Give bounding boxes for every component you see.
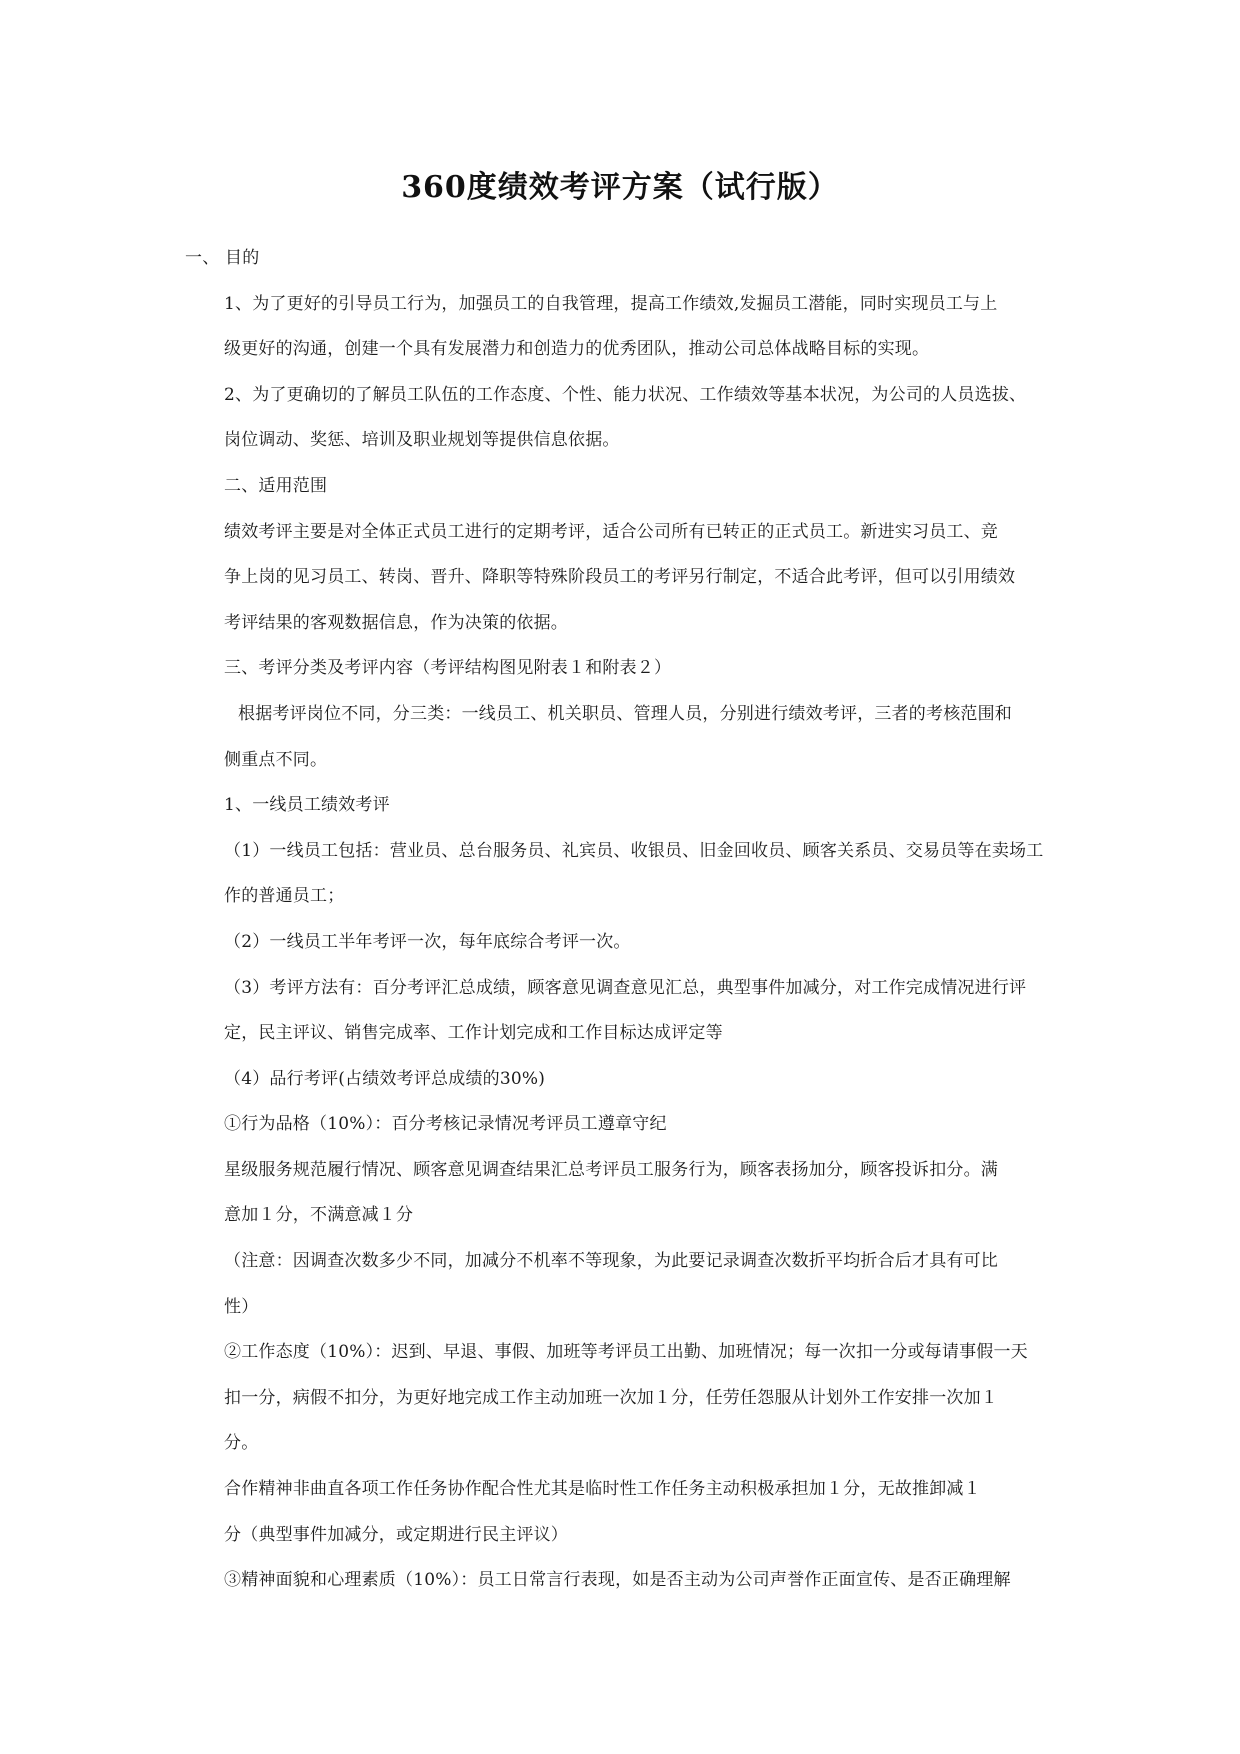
text-line: 分（典型事件加减分，或定期进行民主评议） [224,1524,568,1545]
text-line: 意加１分，不满意减１分 [224,1205,414,1226]
text-line: 三、考评分类及考评内容（考评结构图见附表１和附表２） [224,658,672,679]
text-line: 绩效考评主要是对全体正式员工进行的定期考评，适合公司所有已转正的正式员工。新进实习员工、竞 [224,521,998,542]
text-line: ③精神面貌和心理素质（10%）：员工日常言行表现，如是否主动为公司声誉作正面宣传、是否正确理解 [224,1570,1011,1591]
text-line: 性） [224,1296,259,1317]
section-heading: 一、 目的 [185,248,260,268]
text-line: 扣一分，病假不扣分，为更好地完成工作主动加班一次加１分，任劳任怨服从计划外工作安排一次加１ [224,1387,998,1408]
text-line: 合作精神非曲直各项工作任务协作配合性尤其是临时性工作任务主动积极承担加１分，无故推卸减１ [224,1479,981,1500]
text-line: 1、为了更好的引导员工行为，加强员工的自我管理，提高工作绩效,发掘员工潜能，同时实现员工与上 [224,293,998,314]
text-line: 争上岗的见习员工、转岗、晋升、降职等特殊阶段员工的考评另行制定，不适合此考评，但可以引用绩效 [224,567,1016,588]
text-line: 星级服务规范履行情况、顾客意见调查结果汇总考评员工服务行为，顾客表扬加分，顾客投诉扣分。满 [224,1159,998,1180]
text-line: （4）品行考评(占绩效考评总成绩的30%) [224,1068,546,1089]
text-line: （3）考评方法有：百分考评汇总成绩，顾客意见调查意见汇总，典型事件加减分，对工作完成情况进行评 [224,977,1027,998]
text-line: 2、为了更确切的了解员工队伍的工作态度、个性、能力状况、工作绩效等基本状况，为公司的人员选拔、 [224,384,1027,405]
text-line: ②工作态度（10%）：迟到、早退、事假、加班等考评员工出勤、加班情况；每一次扣一分或每请事假一天 [224,1342,1028,1363]
text-line: 考评结果的客观数据信息，作为决策的依据。 [224,612,568,633]
text-line: （1）一线员工包括：营业员、总台服务员、礼宾员、收银员、旧金回收员、顾客关系员、交易员等在卖场工 [224,840,1044,861]
text-line: （注意：因调查次数多少不同，加减分不机率不等现象，为此要记录调查次数折平均折合后才具有可比 [224,1251,998,1272]
text-line: 作的普通员工； [224,886,345,907]
text-line: 二、适用范围 [224,475,328,496]
text-line: 侧重点不同。 [224,749,328,770]
text-line: 1、一线员工绩效考评 [224,795,390,816]
text-line: 定，民主评议、销售完成率、工作计划完成和工作目标达成评定等 [224,1023,723,1044]
text-line: ①行为品格（10%）：百分考核记录情况考评员工遵章守纪 [224,1114,667,1135]
text-line: 分。 [224,1433,259,1454]
text-line: 根据考评岗位不同，分三类：一线员工、机关职员、管理人员，分别进行绩效考评，三者的考核范围和 [238,703,1012,724]
document-body [185,236,1055,1604]
text-line: 级更好的沟通，创建一个具有发展潜力和创造力的优秀团队，推动公司总体战略目标的实现。 [224,339,930,360]
text-line: 岗位调动、奖惩、培训及职业规划等提供信息依据。 [224,430,620,451]
text-line: （2）一线员工半年考评一次，每年底综合考评一次。 [224,931,631,952]
document-title: 360度绩效考评方案（试行版） [401,170,839,205]
